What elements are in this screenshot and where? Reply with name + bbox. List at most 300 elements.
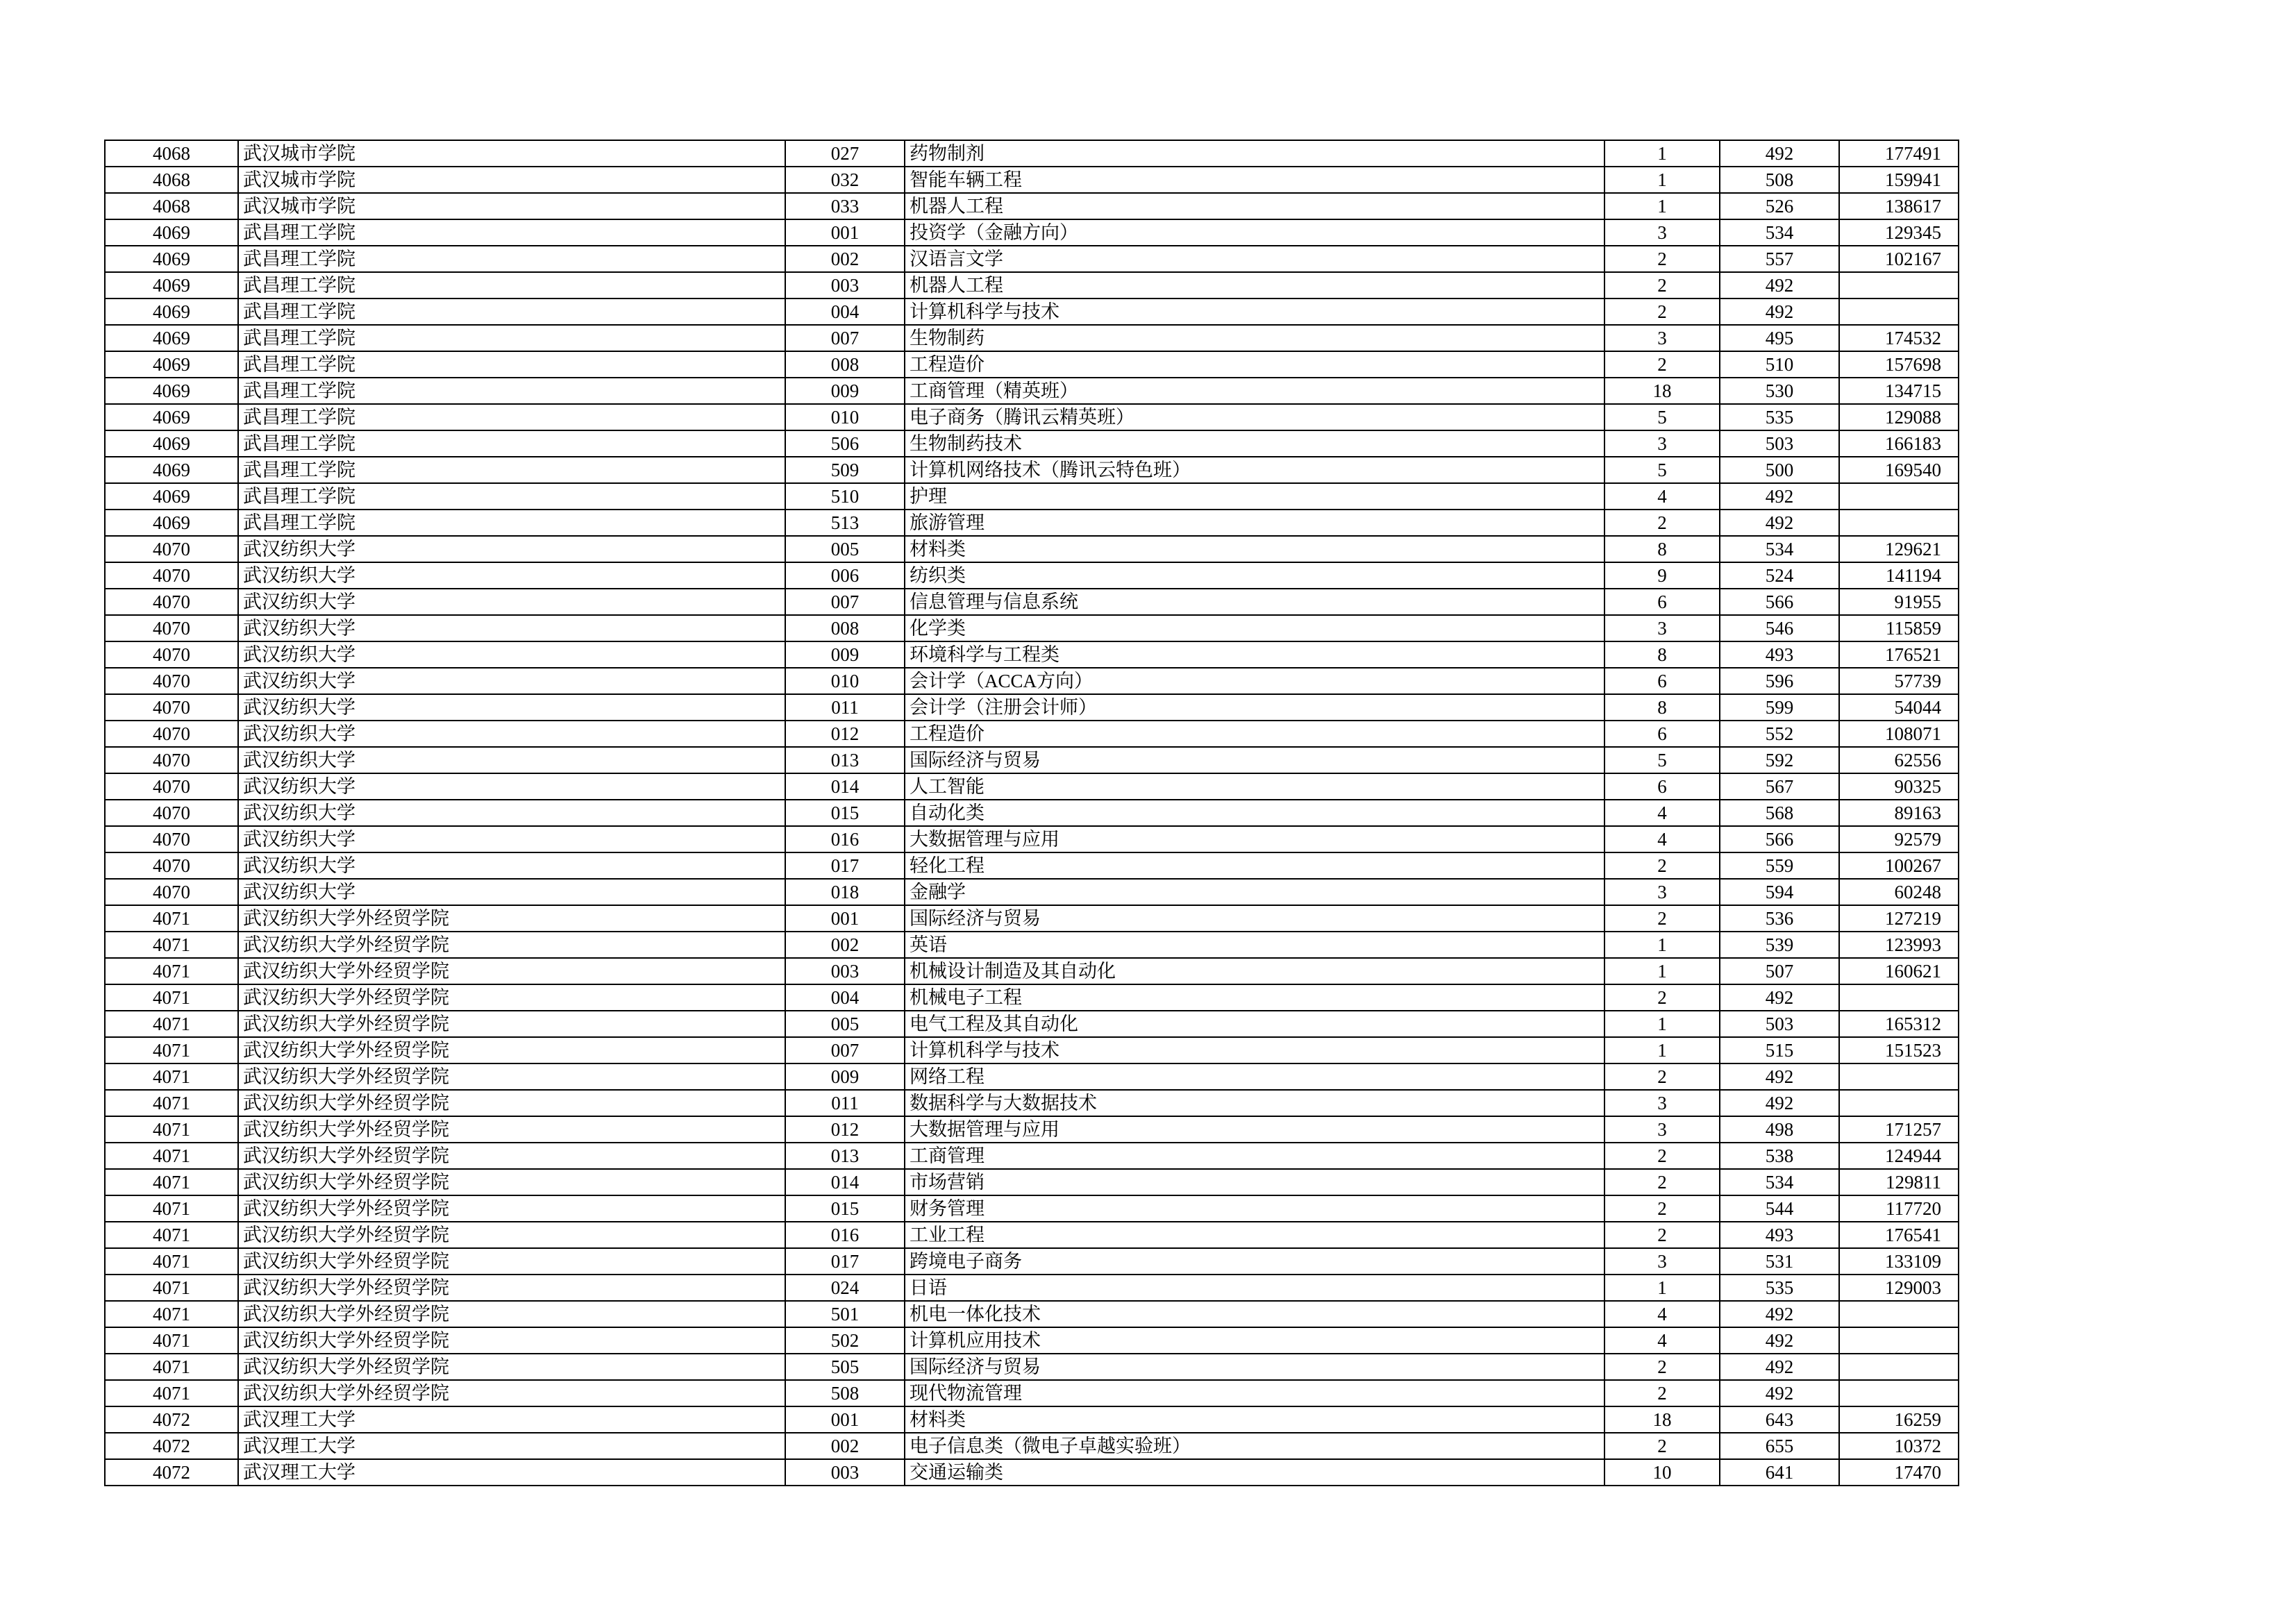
school-name-cell: 武汉纺织大学外经贸学院 [238,1011,785,1037]
plan-count-cell: 3 [1604,1116,1720,1143]
school-code-cell: 4071 [105,1248,238,1275]
major-name-cell: 大数据管理与应用 [905,1116,1604,1143]
plan-count-cell: 2 [1604,1222,1720,1248]
min-rank-cell: 177491 [1839,140,1959,167]
major-code-cell: 015 [785,1195,905,1222]
school-code-cell: 4072 [105,1406,238,1433]
table-row [105,140,1959,167]
school-name-cell: 武汉城市学院 [238,167,785,193]
school-code-cell: 4072 [105,1459,238,1486]
major-name-cell: 轻化工程 [905,852,1604,879]
plan-count-cell: 2 [1604,1380,1720,1406]
min-score-cell: 530 [1720,378,1839,404]
major-name-cell: 会计学（ACCA方向） [905,668,1604,694]
school-code-cell: 4071 [105,1037,238,1063]
min-rank-cell: 92579 [1839,826,1959,852]
plan-count-cell: 6 [1604,589,1720,615]
table-row [105,298,1959,325]
plan-count-cell: 4 [1604,1327,1720,1354]
min-rank-cell [1839,1090,1959,1116]
plan-count-cell: 1 [1604,1275,1720,1301]
major-code-cell: 508 [785,1380,905,1406]
plan-count-cell: 1 [1604,167,1720,193]
min-rank-cell: 10372 [1839,1433,1959,1459]
min-score-cell: 566 [1720,826,1839,852]
school-name-cell: 武汉纺织大学外经贸学院 [238,1327,785,1354]
school-name-cell: 武汉纺织大学 [238,641,785,668]
school-name-cell: 武昌理工学院 [238,351,785,378]
major-code-cell: 505 [785,1354,905,1380]
major-name-cell: 生物制药技术 [905,430,1604,457]
major-name-cell: 材料类 [905,1406,1604,1433]
min-rank-cell: 100267 [1839,852,1959,879]
major-code-cell: 013 [785,747,905,773]
major-name-cell: 机器人工程 [905,193,1604,219]
table-row [105,193,1959,219]
plan-count-cell: 5 [1604,457,1720,483]
plan-count-cell: 1 [1604,1011,1720,1037]
table-row [105,1195,1959,1222]
school-code-cell: 4070 [105,668,238,694]
min-rank-cell: 91955 [1839,589,1959,615]
school-name-cell: 武汉纺织大学外经贸学院 [238,1195,785,1222]
table-row [105,351,1959,378]
major-name-cell: 国际经济与贸易 [905,905,1604,932]
major-name-cell: 计算机科学与技术 [905,298,1604,325]
major-code-cell: 027 [785,140,905,167]
admission-table [104,140,1959,1486]
major-code-cell: 003 [785,958,905,984]
min-score-cell: 546 [1720,615,1839,641]
min-score-cell: 596 [1720,668,1839,694]
min-rank-cell: 129621 [1839,536,1959,562]
school-name-cell: 武昌理工学院 [238,404,785,430]
school-name-cell: 武汉理工大学 [238,1406,785,1433]
school-code-cell: 4071 [105,1143,238,1169]
school-name-cell: 武汉纺织大学外经贸学院 [238,1063,785,1090]
school-code-cell: 4070 [105,641,238,668]
min-rank-cell: 151523 [1839,1037,1959,1063]
min-rank-cell [1839,272,1959,298]
major-name-cell: 材料类 [905,536,1604,562]
school-code-cell: 4068 [105,193,238,219]
school-code-cell: 4071 [105,984,238,1011]
major-name-cell: 汉语言文学 [905,246,1604,272]
min-score-cell: 567 [1720,773,1839,800]
min-rank-cell [1839,984,1959,1011]
min-rank-cell: 165312 [1839,1011,1959,1037]
min-score-cell: 493 [1720,1222,1839,1248]
table-row [105,1169,1959,1195]
major-code-cell: 010 [785,404,905,430]
min-rank-cell: 62556 [1839,747,1959,773]
min-rank-cell: 129811 [1839,1169,1959,1195]
major-code-cell: 502 [785,1327,905,1354]
plan-count-cell: 2 [1604,298,1720,325]
table-row [105,694,1959,721]
min-rank-cell: 117720 [1839,1195,1959,1222]
plan-count-cell: 4 [1604,800,1720,826]
major-name-cell: 机械设计制造及其自动化 [905,958,1604,984]
major-code-cell: 510 [785,483,905,510]
min-score-cell: 492 [1720,272,1839,298]
school-name-cell: 武汉纺织大学 [238,668,785,694]
school-name-cell: 武昌理工学院 [238,298,785,325]
min-score-cell: 492 [1720,1090,1839,1116]
school-code-cell: 4071 [105,1275,238,1301]
table-row [105,1354,1959,1380]
table-row [105,747,1959,773]
major-name-cell: 工程造价 [905,351,1604,378]
min-score-cell: 515 [1720,1037,1839,1063]
major-name-cell: 国际经济与贸易 [905,1354,1604,1380]
min-rank-cell: 174532 [1839,325,1959,351]
table-row [105,773,1959,800]
min-rank-cell: 169540 [1839,457,1959,483]
school-name-cell: 武汉纺织大学外经贸学院 [238,905,785,932]
school-code-cell: 4070 [105,800,238,826]
school-name-cell: 武汉纺织大学外经贸学院 [238,1116,785,1143]
min-rank-cell: 124944 [1839,1143,1959,1169]
major-name-cell: 药物制剂 [905,140,1604,167]
school-code-cell: 4069 [105,457,238,483]
school-code-cell: 4069 [105,298,238,325]
major-name-cell: 环境科学与工程类 [905,641,1604,668]
school-code-cell: 4069 [105,378,238,404]
min-score-cell: 500 [1720,457,1839,483]
school-code-cell: 4069 [105,246,238,272]
plan-count-cell: 1 [1604,958,1720,984]
table-row [105,932,1959,958]
table-row [105,1301,1959,1327]
school-name-cell: 武汉纺织大学外经贸学院 [238,1380,785,1406]
school-name-cell: 武昌理工学院 [238,510,785,536]
min-score-cell: 641 [1720,1459,1839,1486]
major-name-cell: 金融学 [905,879,1604,905]
school-name-cell: 武昌理工学院 [238,272,785,298]
min-rank-cell: 16259 [1839,1406,1959,1433]
min-rank-cell [1839,1063,1959,1090]
table-row [105,984,1959,1011]
school-code-cell: 4071 [105,1169,238,1195]
plan-count-cell: 1 [1604,140,1720,167]
plan-count-cell: 3 [1604,430,1720,457]
min-rank-cell: 134715 [1839,378,1959,404]
school-name-cell: 武昌理工学院 [238,430,785,457]
table-body [105,140,1959,1486]
major-code-cell: 018 [785,879,905,905]
school-name-cell: 武汉理工大学 [238,1433,785,1459]
school-code-cell: 4070 [105,721,238,747]
table-row [105,404,1959,430]
table-row [105,1011,1959,1037]
min-score-cell: 539 [1720,932,1839,958]
major-code-cell: 003 [785,272,905,298]
min-score-cell: 557 [1720,246,1839,272]
major-code-cell: 033 [785,193,905,219]
table-row [105,378,1959,404]
major-name-cell: 会计学（注册会计师） [905,694,1604,721]
plan-count-cell: 3 [1604,879,1720,905]
school-name-cell: 武汉纺织大学 [238,773,785,800]
school-name-cell: 武汉纺织大学 [238,589,785,615]
major-name-cell: 生物制药 [905,325,1604,351]
plan-count-cell: 3 [1604,615,1720,641]
table-row [105,1459,1959,1486]
min-rank-cell: 129088 [1839,404,1959,430]
major-code-cell: 008 [785,351,905,378]
major-name-cell: 机械电子工程 [905,984,1604,1011]
plan-count-cell: 2 [1604,272,1720,298]
min-score-cell: 492 [1720,298,1839,325]
table-row [105,457,1959,483]
school-name-cell: 武汉纺织大学外经贸学院 [238,1222,785,1248]
major-name-cell: 信息管理与信息系统 [905,589,1604,615]
school-code-cell: 4072 [105,1433,238,1459]
major-name-cell: 工业工程 [905,1222,1604,1248]
min-score-cell: 531 [1720,1248,1839,1275]
school-name-cell: 武汉纺织大学外经贸学院 [238,958,785,984]
major-code-cell: 009 [785,378,905,404]
major-code-cell: 017 [785,852,905,879]
major-name-cell: 现代物流管理 [905,1380,1604,1406]
min-rank-cell: 90325 [1839,773,1959,800]
major-code-cell: 012 [785,1116,905,1143]
plan-count-cell: 4 [1604,483,1720,510]
major-name-cell: 网络工程 [905,1063,1604,1090]
min-rank-cell: 17470 [1839,1459,1959,1486]
min-score-cell: 643 [1720,1406,1839,1433]
major-code-cell: 509 [785,457,905,483]
min-rank-cell [1839,1327,1959,1354]
plan-count-cell: 8 [1604,641,1720,668]
min-rank-cell [1839,483,1959,510]
school-code-cell: 4070 [105,879,238,905]
school-name-cell: 武汉纺织大学 [238,536,785,562]
min-rank-cell: 160621 [1839,958,1959,984]
major-code-cell: 014 [785,773,905,800]
plan-count-cell: 3 [1604,325,1720,351]
min-score-cell: 535 [1720,1275,1839,1301]
table-row [105,325,1959,351]
major-name-cell: 机电一体化技术 [905,1301,1604,1327]
plan-count-cell: 2 [1604,852,1720,879]
school-code-cell: 4071 [105,1116,238,1143]
school-code-cell: 4069 [105,404,238,430]
school-name-cell: 武汉城市学院 [238,140,785,167]
min-rank-cell: 129003 [1839,1275,1959,1301]
major-name-cell: 交通运输类 [905,1459,1604,1486]
min-score-cell: 493 [1720,641,1839,668]
table-row [105,1248,1959,1275]
school-name-cell: 武汉纺织大学 [238,721,785,747]
school-name-cell: 武汉纺织大学 [238,747,785,773]
major-code-cell: 005 [785,536,905,562]
school-code-cell: 4070 [105,852,238,879]
table-row [105,1037,1959,1063]
table-row [105,246,1959,272]
school-code-cell: 4069 [105,325,238,351]
min-score-cell: 492 [1720,1063,1839,1090]
major-name-cell: 自动化类 [905,800,1604,826]
min-score-cell: 498 [1720,1116,1839,1143]
major-name-cell: 智能车辆工程 [905,167,1604,193]
table-row [105,219,1959,246]
min-score-cell: 492 [1720,1380,1839,1406]
major-name-cell: 工程造价 [905,721,1604,747]
table-row [105,1406,1959,1433]
min-rank-cell: 133109 [1839,1248,1959,1275]
min-score-cell: 534 [1720,219,1839,246]
school-code-cell: 4071 [105,1301,238,1327]
major-code-cell: 501 [785,1301,905,1327]
school-name-cell: 武汉纺织大学 [238,826,785,852]
table-row [105,958,1959,984]
major-code-cell: 011 [785,694,905,721]
plan-count-cell: 2 [1604,1143,1720,1169]
major-name-cell: 旅游管理 [905,510,1604,536]
school-code-cell: 4070 [105,694,238,721]
table-row [105,879,1959,905]
table-row [105,272,1959,298]
min-score-cell: 503 [1720,1011,1839,1037]
school-name-cell: 武昌理工学院 [238,483,785,510]
school-name-cell: 武汉纺织大学 [238,694,785,721]
school-code-cell: 4070 [105,536,238,562]
table-row [105,510,1959,536]
table-row [105,1090,1959,1116]
min-score-cell: 492 [1720,1301,1839,1327]
min-score-cell: 599 [1720,694,1839,721]
min-rank-cell: 176521 [1839,641,1959,668]
school-code-cell: 4071 [105,1195,238,1222]
major-code-cell: 003 [785,1459,905,1486]
min-rank-cell: 127219 [1839,905,1959,932]
plan-count-cell: 9 [1604,562,1720,589]
school-name-cell: 武汉纺织大学外经贸学院 [238,1143,785,1169]
school-code-cell: 4068 [105,140,238,167]
major-name-cell: 计算机网络技术（腾讯云特色班） [905,457,1604,483]
major-code-cell: 002 [785,246,905,272]
school-name-cell: 武汉纺织大学 [238,615,785,641]
table-row [105,1380,1959,1406]
plan-count-cell: 2 [1604,510,1720,536]
min-score-cell: 508 [1720,167,1839,193]
plan-count-cell: 2 [1604,246,1720,272]
min-score-cell: 507 [1720,958,1839,984]
major-name-cell: 市场营销 [905,1169,1604,1195]
school-code-cell: 4069 [105,272,238,298]
major-name-cell: 工商管理（精英班） [905,378,1604,404]
school-code-cell: 4070 [105,615,238,641]
min-rank-cell: 89163 [1839,800,1959,826]
min-score-cell: 492 [1720,1354,1839,1380]
major-code-cell: 015 [785,800,905,826]
major-code-cell: 017 [785,1248,905,1275]
school-code-cell: 4069 [105,430,238,457]
school-code-cell: 4071 [105,932,238,958]
school-code-cell: 4070 [105,747,238,773]
min-score-cell: 568 [1720,800,1839,826]
school-name-cell: 武汉纺织大学 [238,800,785,826]
plan-count-cell: 2 [1604,1433,1720,1459]
min-score-cell: 566 [1720,589,1839,615]
school-name-cell: 武昌理工学院 [238,457,785,483]
min-score-cell: 534 [1720,1169,1839,1195]
major-code-cell: 016 [785,826,905,852]
plan-count-cell: 18 [1604,378,1720,404]
school-name-cell: 武汉纺织大学 [238,879,785,905]
major-name-cell: 大数据管理与应用 [905,826,1604,852]
min-score-cell: 526 [1720,193,1839,219]
plan-count-cell: 8 [1604,536,1720,562]
table-row [105,1116,1959,1143]
plan-count-cell: 3 [1604,1248,1720,1275]
school-code-cell: 4069 [105,351,238,378]
major-code-cell: 002 [785,932,905,958]
min-rank-cell: 108071 [1839,721,1959,747]
school-code-cell: 4070 [105,589,238,615]
school-code-cell: 4068 [105,167,238,193]
table-row [105,668,1959,694]
min-score-cell: 492 [1720,483,1839,510]
major-code-cell: 032 [785,167,905,193]
major-name-cell: 数据科学与大数据技术 [905,1090,1604,1116]
min-score-cell: 559 [1720,852,1839,879]
school-code-cell: 4071 [105,1222,238,1248]
major-code-cell: 005 [785,1011,905,1037]
plan-count-cell: 2 [1604,1354,1720,1380]
min-rank-cell [1839,510,1959,536]
table-row [105,167,1959,193]
school-name-cell: 武汉纺织大学 [238,852,785,879]
school-code-cell: 4071 [105,1380,238,1406]
min-rank-cell: 54044 [1839,694,1959,721]
plan-count-cell: 6 [1604,773,1720,800]
plan-count-cell: 2 [1604,1063,1720,1090]
major-name-cell: 跨境电子商务 [905,1248,1604,1275]
min-rank-cell [1839,1301,1959,1327]
major-code-cell: 024 [785,1275,905,1301]
min-score-cell: 524 [1720,562,1839,589]
table-row [105,1143,1959,1169]
major-name-cell: 化学类 [905,615,1604,641]
school-code-cell: 4071 [105,1090,238,1116]
min-score-cell: 503 [1720,430,1839,457]
major-name-cell: 计算机科学与技术 [905,1037,1604,1063]
plan-count-cell: 4 [1604,826,1720,852]
school-code-cell: 4071 [105,905,238,932]
school-name-cell: 武汉纺织大学外经贸学院 [238,1248,785,1275]
school-code-cell: 4071 [105,1011,238,1037]
min-score-cell: 492 [1720,140,1839,167]
min-rank-cell: 115859 [1839,615,1959,641]
min-score-cell: 495 [1720,325,1839,351]
school-name-cell: 武汉纺织大学外经贸学院 [238,1037,785,1063]
min-rank-cell: 129345 [1839,219,1959,246]
major-code-cell: 007 [785,589,905,615]
table-row [105,1327,1959,1354]
major-code-cell: 012 [785,721,905,747]
min-score-cell: 594 [1720,879,1839,905]
table-row [105,589,1959,615]
min-rank-cell: 102167 [1839,246,1959,272]
min-score-cell: 655 [1720,1433,1839,1459]
major-code-cell: 506 [785,430,905,457]
school-name-cell: 武昌理工学院 [238,325,785,351]
plan-count-cell: 3 [1604,219,1720,246]
major-code-cell: 007 [785,1037,905,1063]
